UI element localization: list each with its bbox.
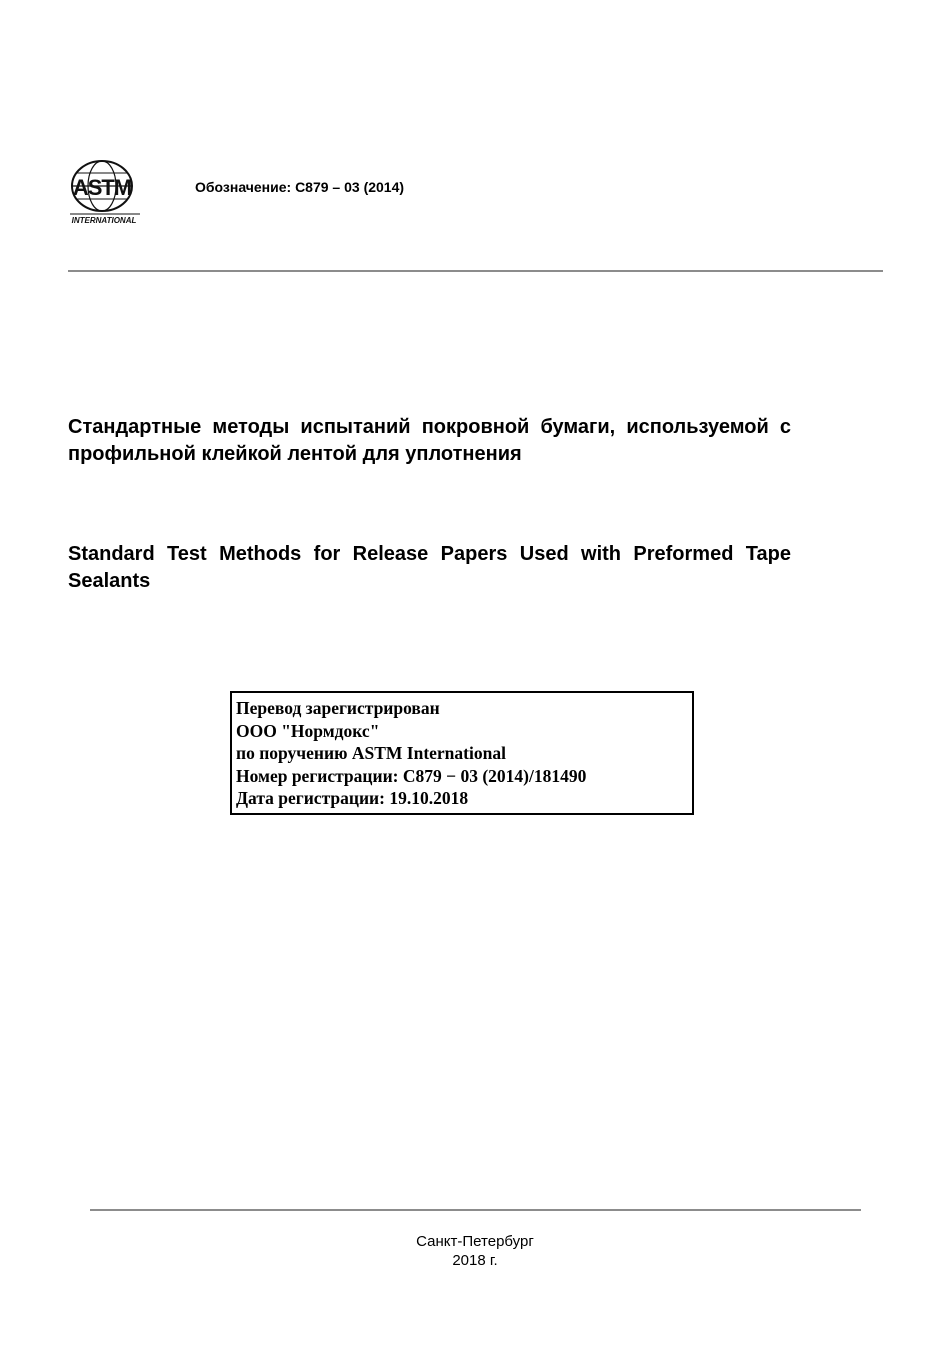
footer-year: 2018 г. [452,1252,498,1269]
registration-date: Дата регистрации: 19.10.2018 [236,788,469,808]
footer-city: Санкт-Петербург [416,1233,534,1250]
registration-number: Номер регистрации: C879 − 03 (2014)/181490 [236,765,587,786]
svg-text:INTERNATIONAL: INTERNATIONAL [71,216,137,225]
registration-line: по поручению ASTM International [236,743,506,763]
registration-line: Перевод зарегистрирован [236,698,440,718]
title-english: Standard Test Methods for Release Papers Used with Preformed Tape Sealants [68,543,791,592]
registration-line: ООО "Нормдокс" [236,720,380,741]
registration-box [230,691,694,815]
footer-divider [90,1209,861,1211]
astm-logo-icon [66,158,142,228]
title-russian: Стандартные методы испытаний покровной бумаги, используемой с профильной клейкой лентой для уплотнения [68,416,791,465]
svg-text:ASTM: ASTM [72,175,132,200]
header-divider [68,270,883,272]
document-designation: Обозначение: C879 – 03 (2014) [195,179,405,195]
